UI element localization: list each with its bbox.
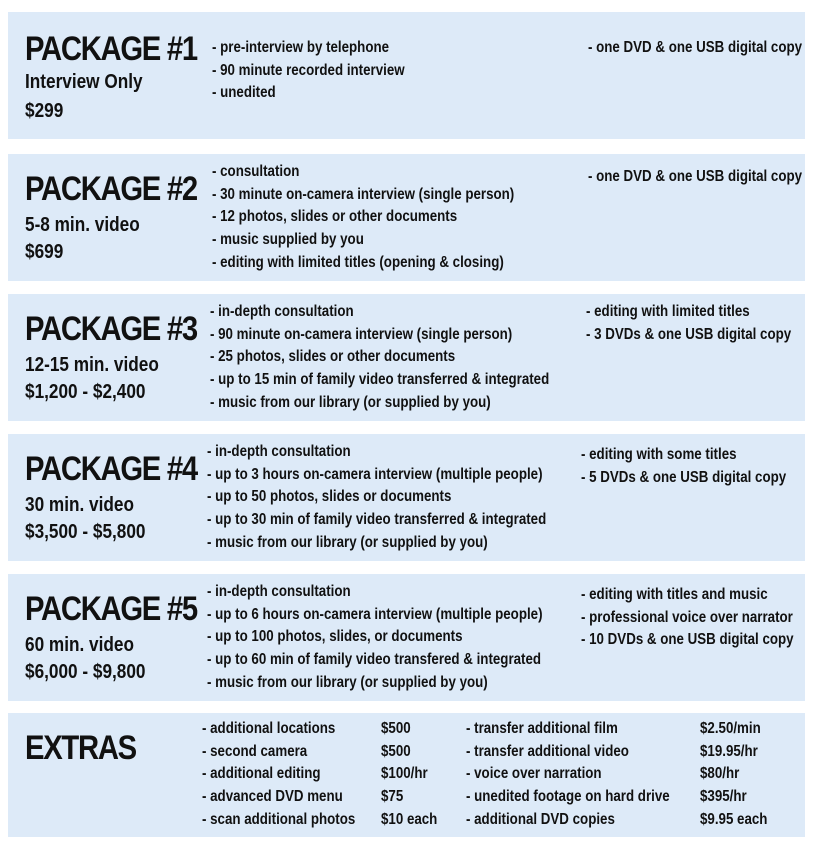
extras-prices-left xyxy=(381,718,447,832)
feature-item: - music supplied by you xyxy=(212,231,364,249)
extra-item: - unedited footage on hard drive xyxy=(466,788,670,806)
package-duration: 30 min. video xyxy=(25,494,134,516)
extras-items-right xyxy=(466,718,703,832)
feature-item: - in-depth consultation xyxy=(210,303,354,320)
package-features-right xyxy=(588,37,815,60)
feature-item: - unedited xyxy=(212,84,276,102)
package-features-left xyxy=(210,301,604,415)
extra-item: - voice over narration xyxy=(466,765,602,783)
package-1-panel xyxy=(8,12,805,139)
package-features-right xyxy=(588,166,815,189)
feature-item: - up to 60 min of family video transfered & integrated xyxy=(207,651,542,669)
package-title: PACKAGE #2 xyxy=(25,170,197,208)
package-title: PACKAGE #1 xyxy=(25,30,197,68)
package-title: PACKAGE #4 xyxy=(25,450,197,488)
feature-item: - up to 50 photos, slides or documents xyxy=(207,488,452,506)
extra-price: $2.50/min xyxy=(700,720,761,737)
package-duration: Interview Only xyxy=(25,71,143,93)
extra-price: $500 xyxy=(381,742,411,760)
extra-item: - additional locations xyxy=(202,720,336,737)
package-features-left xyxy=(207,581,597,695)
package-features-right xyxy=(581,584,815,652)
package-price: $699 xyxy=(25,241,64,263)
package-duration: 60 min. video xyxy=(25,634,134,656)
package-duration: 12-15 min. video xyxy=(25,354,159,376)
package-features-right xyxy=(581,444,815,489)
extra-item: - scan additional photos xyxy=(202,810,356,828)
extras-panel xyxy=(8,713,805,837)
package-features-right xyxy=(586,301,815,346)
feature-item: - up to 15 min of family video transferred & integrated xyxy=(210,371,550,389)
feature-item: - 10 DVDs & one USB digital copy xyxy=(581,631,794,649)
feature-item: - music from our library (or supplied by you) xyxy=(207,533,488,551)
feature-item: - 3 DVDs & one USB digital copy xyxy=(586,325,792,343)
extra-price: $80/hr xyxy=(700,765,740,783)
feature-item: - up to 100 photos, slides, or documents xyxy=(207,628,463,646)
feature-item: - editing with titles and music xyxy=(581,586,768,603)
package-features-left xyxy=(207,441,601,555)
feature-item: - 90 minute on-camera interview (single person) xyxy=(210,325,513,343)
extra-item: - additional DVD copies xyxy=(466,810,615,828)
package-features-left xyxy=(212,37,436,105)
extra-price: $9.95 each xyxy=(700,810,768,828)
extra-item: - additional editing xyxy=(202,765,321,783)
extra-price: $395/hr xyxy=(700,788,747,806)
package-price: $6,000 - $9,800 xyxy=(25,661,146,683)
package-title: PACKAGE #5 xyxy=(25,590,197,628)
extra-item: - transfer additional video xyxy=(466,742,629,760)
extra-price: $10 each xyxy=(381,810,438,828)
extra-price: $500 xyxy=(381,720,411,737)
extras-items-left xyxy=(202,718,380,832)
package-4-panel xyxy=(8,434,805,561)
package-price: $299 xyxy=(25,100,64,122)
package-5-panel xyxy=(8,574,805,701)
package-price: $3,500 - $5,800 xyxy=(25,521,146,543)
extras-title: EXTRAS xyxy=(25,729,136,767)
feature-item: - one DVD & one USB digital copy xyxy=(588,39,803,56)
feature-item: - one DVD & one USB digital copy xyxy=(588,168,803,185)
feature-item: - in-depth consultation xyxy=(207,583,351,600)
extra-price: $75 xyxy=(381,788,404,806)
extra-price: $19.95/hr xyxy=(700,742,758,760)
package-title: PACKAGE #3 xyxy=(25,310,197,348)
package-features-left xyxy=(212,161,563,275)
feature-item: - 90 minute recorded interview xyxy=(212,61,405,79)
package-price: $1,200 - $2,400 xyxy=(25,381,146,403)
feature-item: - professional voice over narrator xyxy=(581,608,793,626)
feature-item: - music from our library (or supplied by you) xyxy=(207,673,488,691)
feature-item: - in-depth consultation xyxy=(207,443,351,460)
extra-item: - advanced DVD menu xyxy=(202,788,343,806)
feature-item: - 25 photos, slides or other documents xyxy=(210,348,456,366)
feature-item: - pre-interview by telephone xyxy=(212,39,390,56)
package-duration: 5-8 min. video xyxy=(25,214,140,236)
feature-item: - editing with some titles xyxy=(581,446,737,463)
feature-item: - 30 minute on-camera interview (single person) xyxy=(212,185,515,203)
feature-item: - editing with limited titles (opening & closing) xyxy=(212,253,504,271)
feature-item: - music from our library (or supplied by you) xyxy=(210,393,491,411)
feature-item: - up to 3 hours on-camera interview (multiple people) xyxy=(207,465,543,483)
feature-item: - up to 30 min of family video transferred & integrated xyxy=(207,511,547,529)
extra-price: $100/hr xyxy=(381,765,428,783)
feature-item: - 5 DVDs & one USB digital copy xyxy=(581,468,787,486)
extra-item: - transfer additional film xyxy=(466,720,618,737)
extra-item: - second camera xyxy=(202,742,308,760)
feature-item: - editing with limited titles xyxy=(586,303,750,320)
feature-item: - 12 photos, slides or other documents xyxy=(212,208,458,226)
extras-prices-right xyxy=(700,718,778,832)
package-3-panel xyxy=(8,294,805,421)
feature-item: - consultation xyxy=(212,163,300,180)
feature-item: - up to 6 hours on-camera interview (multiple people) xyxy=(207,605,543,623)
package-2-panel xyxy=(8,154,805,281)
